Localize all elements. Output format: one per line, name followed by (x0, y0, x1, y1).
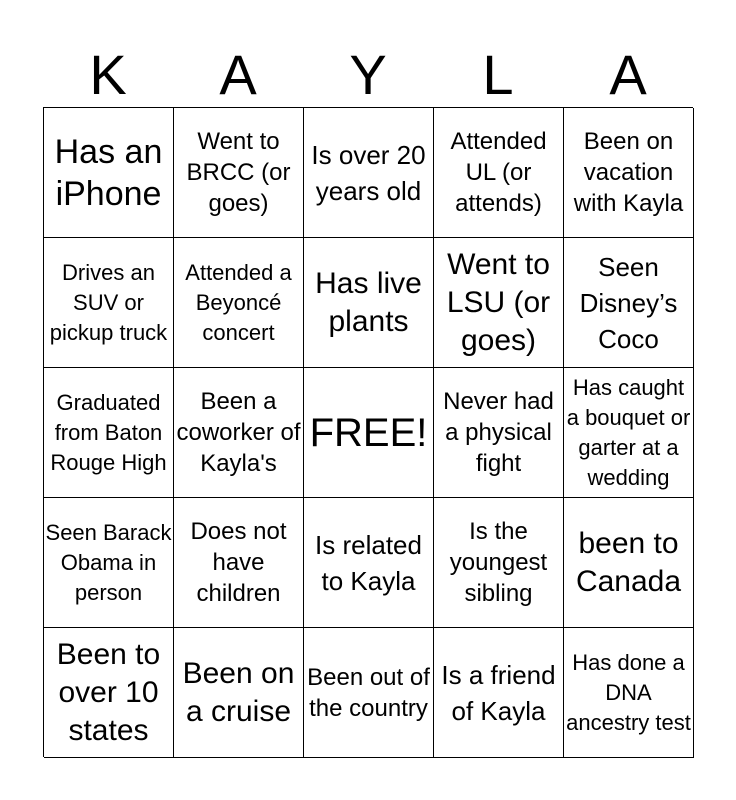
cell-text: Has live plants (315, 266, 422, 338)
cell-text: Seen Disney’s Coco (579, 251, 678, 354)
cell-text: Attended a Beyoncé concert (185, 259, 292, 345)
bingo-cell-r5c2[interactable] (174, 628, 304, 758)
cell-text: Drives an SUV or pickup truck (49, 259, 168, 345)
cell-text: Is a friend of Kayla (441, 659, 556, 726)
bingo-header (43, 42, 693, 108)
bingo-board (43, 107, 693, 757)
cell-text: Graduated from Baton Rouge High (50, 389, 167, 475)
cell-text: been to Canada (575, 526, 682, 598)
cell-text: Been to over 10 states (56, 637, 161, 747)
header-letter-y: Y (349, 43, 387, 106)
bingo-cell-r1c4[interactable] (434, 108, 564, 238)
bingo-cell-r5c4[interactable] (434, 628, 564, 758)
cell-text: Went to LSU (or goes) (446, 247, 551, 357)
cell-text: Is related to Kayla (315, 529, 422, 596)
cell-text: Been on a cruise (182, 656, 295, 728)
bingo-cell-free[interactable] (304, 368, 434, 498)
cell-text: Is over 20 years old (311, 139, 426, 206)
bingo-cell-r5c5[interactable] (564, 628, 694, 758)
cell-text: Seen Barack Obama in person (45, 519, 172, 605)
bingo-cell-r4c1[interactable] (44, 498, 174, 628)
bingo-cell-r4c4[interactable] (434, 498, 564, 628)
bingo-cell-r2c3[interactable] (304, 238, 434, 368)
cell-text: Been on vacation with Kayla (573, 128, 684, 217)
bingo-cell-r3c5[interactable] (564, 368, 694, 498)
bingo-cell-r3c2[interactable] (174, 368, 304, 498)
cell-text: Is the youngest sibling (449, 518, 548, 607)
bingo-cell-r3c4[interactable] (434, 368, 564, 498)
bingo-cell-r5c1[interactable] (44, 628, 174, 758)
cell-text: Has done a DNA ancestry test (566, 649, 691, 735)
cell-text: Been a coworker of Kayla's (176, 388, 301, 477)
bingo-cell-r2c4[interactable] (434, 238, 564, 368)
cell-text: Has caught a bouquet or garter at a wedding (566, 374, 691, 490)
header-letter-a-2: A (609, 43, 647, 106)
cell-text: Went to BRCC (or goes) (186, 128, 291, 217)
bingo-cell-r2c2[interactable] (174, 238, 304, 368)
header-letter-l: L (482, 43, 514, 106)
bingo-cell-r3c1[interactable] (44, 368, 174, 498)
bingo-cell-r4c3[interactable] (304, 498, 434, 628)
cell-text: Has an iPhone (54, 132, 163, 213)
cell-text: Never had a physical fight (443, 388, 554, 477)
bingo-cell-r1c2[interactable] (174, 108, 304, 238)
cell-text: Attended UL (or attends) (450, 128, 547, 217)
header-letter-k: K (89, 43, 127, 106)
bingo-cell-r4c2[interactable] (174, 498, 304, 628)
bingo-cell-r5c3[interactable] (304, 628, 434, 758)
bingo-cell-r4c5[interactable] (564, 498, 694, 628)
cell-text: Been out of the country (307, 663, 430, 722)
free-space-label: FREE! (309, 410, 428, 455)
bingo-cell-r1c1[interactable] (44, 108, 174, 238)
bingo-cell-r2c5[interactable] (564, 238, 694, 368)
header-letter-a: A (219, 43, 257, 106)
cell-text: Does not have children (190, 518, 287, 607)
bingo-cell-r1c3[interactable] (304, 108, 434, 238)
bingo-cell-r1c5[interactable] (564, 108, 694, 238)
bingo-cell-r2c1[interactable] (44, 238, 174, 368)
